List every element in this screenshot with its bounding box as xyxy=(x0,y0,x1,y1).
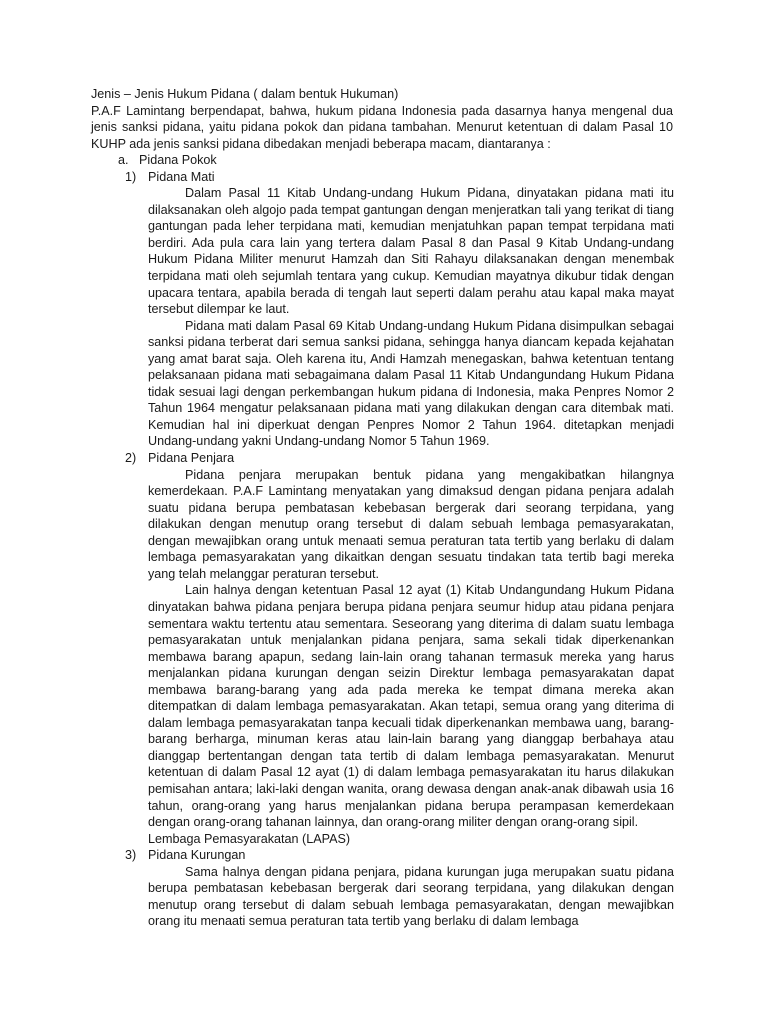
item-3-heading xyxy=(125,847,768,864)
item-2-paragraph-1: Pidana penjara merupakan bentuk pidana yang mengakibatkan hilangnya kemerdekaan. P.A.F Lamintang menyatakan yang dimaksud dengan pidana penjara adalah suatu pidana berupa pembatasan kebebasan bergerak dari seorang terpidana, yang dilakukan dengan menutup orang tersebut di dalam sebuah lembaga pemasyarakatan, dengan mewajibkan orang untuk menaati semua peraturan tata tertib yang berlaku di dalam lembaga pemasyarakatan yang dikaitkan dengan sesuatu tindakan tata tertib bagi mereka yang telah melanggar peraturan tersebut. xyxy=(148,467,674,581)
section-a-label: Pidana Pokok xyxy=(139,153,217,168)
item-2-heading xyxy=(125,450,768,467)
section-a-heading xyxy=(118,152,768,169)
item-1-paragraph-1: Dalam Pasal 11 Kitab Undang-undang Hukum Pidana, dinyatakan pidana mati itu dilaksanakan oleh algojo pada tempat gantungan dengan menjeratkan tali yang terikat di tiang gantungan pada leher terpidana mati, kemudian menjatuhkan papan tempat terpidana mati berdiri. Ada pula cara lain yang tertera dalam Pasal 8 dan Pasal 9 Kitab Undang-undang Hukum Pidana Militer menurut Hamzah dan Siti Rahayu dilaksanakan dengan menembak terpidana mati oleh sejumlah tentara yang cukup. Kemudian mayatnya dikubur tidak dengan upacara tentara, apabila berada di tengah laut seperti dalam perahu atau kapal maka mayat tersebut dilempar ke laut. xyxy=(148,186,674,317)
item-1-title: Pidana Mati xyxy=(148,169,215,184)
item-1-number: 1) xyxy=(125,169,137,184)
item-3-paragraph-1: Sama halnya dengan pidana penjara, pidana kurungan juga merupakan suatu pidana berupa pembatasan kebebasan bergerak dari seorang terpidana, yang dilakukan dengan menutup orang tersebut di dalam sebuah lembaga pemasyarakatan, dengan mewajibkan orang itu menaati semua peraturan tata tertib yang berlaku di dalam lembaga xyxy=(148,864,674,929)
item-3-title: Pidana Kurungan xyxy=(148,848,246,863)
item-2-paragraph-2: Lain halnya dengan ketentuan Pasal 12 ayat (1) Kitab Undangundang Hukum Pidana dinyatakan bahwa pidana penjara berupa pidana penjara seumur hidup atau pidana penjara sementara waktu tertentu atau sementara. Seseorang yang diterima di dalam suatu lembaga pemasyarakatan untuk menjalankan pidana penjara, sama sekali tidak diperkenankan membawa barang apapun, sedang lain-lain orang tahanan termasuk mereka yang harus menjalankan pidana kurungan dengan seizin Direktur lembaga pemasyarakatan dapat membawa barang-barang yang ada pada mereka ke tempat dimana mereka akan ditempatkan di dalam lembaga pemasyarakatan. Akan tetapi, semua orang yang diterima di dalam lembaga pemasyarakatan tanpa kecuali tidak diperkenankan membawa uang, barang-barang berharga, minuman keras atau lain-lain barang yang dianggap berbahaya atau dianggap bertentangan dengan tata tertib di dalam lembaga pemasyarakatan. Menurut ketentuan di dalam Pasal 12 ayat (1) di dalam lembaga pemasyarakatan itu harus dilakukan pemisahan antara; laki-laki dengan wanita, orang dewasa dengan anak-anak dibawah usia 16 tahun, orang-orang yang harus menjalankan pidana berupa perampasan kemerdekaan dengan orang-orang tahanan lainnya, dan orang-orang militer dengan orang-orang sipil. xyxy=(148,583,674,830)
item-2-title: Pidana Penjara xyxy=(148,451,235,466)
item-2-number: 2) xyxy=(125,451,137,466)
section-a-marker: a. xyxy=(118,153,129,168)
item-2-trailing-line: Lembaga Pemasyarakatan (LAPAS) xyxy=(148,831,351,846)
item-3-number: 3) xyxy=(125,848,137,863)
item-1-heading xyxy=(125,169,768,186)
item-1-paragraph-2: Pidana mati dalam Pasal 69 Kitab Undang-undang Hukum Pidana disimpulkan sebagai sanksi pidana terberat dari semua sanksi pidana, sehingga hanya diancam kepada kejahatan yang amat barat saja. Oleh karena itu, Andi Hamzah menegaskan, bahwa ketentuan tentang pelaksanaan pidana mati sebagaimana dalam Pasal 11 Kitab Undangundang Hukum Pidana tidak sesuai lagi dengan perkembangan hukum pidana di Indonesia, maka Penpres Nomor 2 Tahun 1964 mengatur pelaksanaan pidana mati yang dilakukan dengan cara ditembak mati. Kemudian hal ini diperkuat dengan Penpres Nomor 2 Tahun 1964. ditetapkan menjadi Undang-undang yakni Undang-undang Nomor 5 Tahun 1969. xyxy=(148,318,674,449)
document-title: Jenis – Jenis Hukum Pidana ( dalam bentuk Hukuman) xyxy=(91,87,399,101)
intro-paragraph: P.A.F Lamintang berpendapat, bahwa, hukum pidana Indonesia pada dasarnya hanya mengenal dua jenis sanksi pidana, yaitu pidana pokok dan pidana tambahan. Menurut ketentuan di dalam Pasal 10 KUHP ada jenis sanksi pidana dibedakan menjadi beberapa macam, diantaranya : xyxy=(91,103,673,151)
